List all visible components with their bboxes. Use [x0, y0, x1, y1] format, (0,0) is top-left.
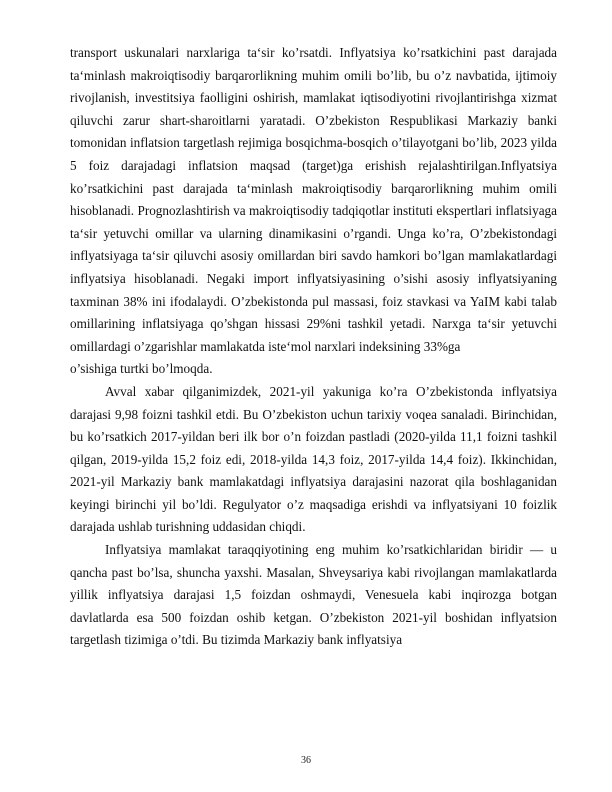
body-text [70, 42, 557, 652]
paragraph-inflation-importance: Inflyatsiya mamlakat taraqqiyotining eng muhim ko’rsatkichlaridan biridir — u qancha past bo’lsa, shuncha yaxshi. Masalan, Shveysariya kabi rivojlangan mamlakatlarda yillik inflyatsiya darajasi 1,5 foizdan oshmaydi, Venesuela kabi inqirozga botgan davlatlarda esa 500 foizdan oshib ketgan. O’zbekiston 2021-yil boshidan inflyatsion targetlash tizimiga o’tdi. Bu tizimda Markaziy bank inflyatsiya [70, 542, 557, 648]
page-number: 36 [301, 755, 311, 766]
paragraph-continuation: o’sishiga turtki bo’lmoqda. [70, 361, 213, 377]
paragraph-2021-results: Avval xabar qilganimizdek, 2021-yil yakuniga ko’ra O’zbekistonda inflyatsiya darajasi 9,98 foizni tashkil etdi. Bu O’zbekiston uchun tarixiy voqea sanaladi. Birinchidan, bu ko’rsatkich 2017-yildan beri ilk bor o’n foizdan pastladi (2020-yilda 11,1 foizni tashkil qilgan, 2019-yilda 15,2 foiz edi, 2018-yilda 14,3 foiz, 2017-yilda 14,4 foiz). Ikkinchidan, 2021-yil Markaziy bank mamlakatdagi inflyatsiya darajasini nazorat qila boshlaganidan keyingi birinchi yil bo’ldi. Regulyator o’z maqsadiga erishdi va inflyatsiyani 10 foizlik darajada ushlab turishning uddasidan chiqdi. [70, 383, 557, 535]
paragraph-transport-inflation: transport uskunalari narxlariga ta‘sir ko’rsatdi. Inflyatsiya ko’rsatkichini past darajada ta‘minlash makroiqtisodiy barqarorlikning muhim omili bo’lib, bu o’z navbatida, ijtimoiy rivojlanish, investitsiya faolligini oshirish, mamlakat iqtisodiyotini rivojlantirishga xizmat qiluvchi zarur shart-sharoitlarni yaratadi. O’zbekiston Respublikasi Markaziy banki tomonidan inflatsion targetlash rejimiga bosqichma-bosqich o’tilayotgani bo’lib, 2023 yilda 5 foiz darajadagi inflatsion maqsad (target)ga erishish rejalashtirilgan.Inflyatsiya ko’rsatkichini past darajada ta‘minlash makroiqtisodiy barqarorlikning muhim omili hisoblanadi. Prognozlashtirish va makroiqtisodiy tadqiqotlar instituti ekspertlari inflatsiyaga ta‘sir yetuvchi omillar va ularning dinamikasini o’rgandi. Unga ko’ra, O’zbekistondagi inflyatsiyaga ta‘sir qiluvchi asosiy omillardan biri savdo hamkori bo’lgan mamlakatlardagi inflyatsiya hisoblanadi. Negaki import inflyatsiyasining o’sishi asosiy inflyatsiyaning taxminan 38% ini ifodalaydi. O’zbekistonda pul massasi, foiz stavkasi va YaIM kabi talab omillarining inflatsiyaga qo’shgan hissasi 29%ni tashkil yetadi. Narxga ta‘sir yetuvchi omillardagi o’zgarishlar mamlakatda iste‘mol narxlari indeksining 33%ga [70, 45, 557, 354]
